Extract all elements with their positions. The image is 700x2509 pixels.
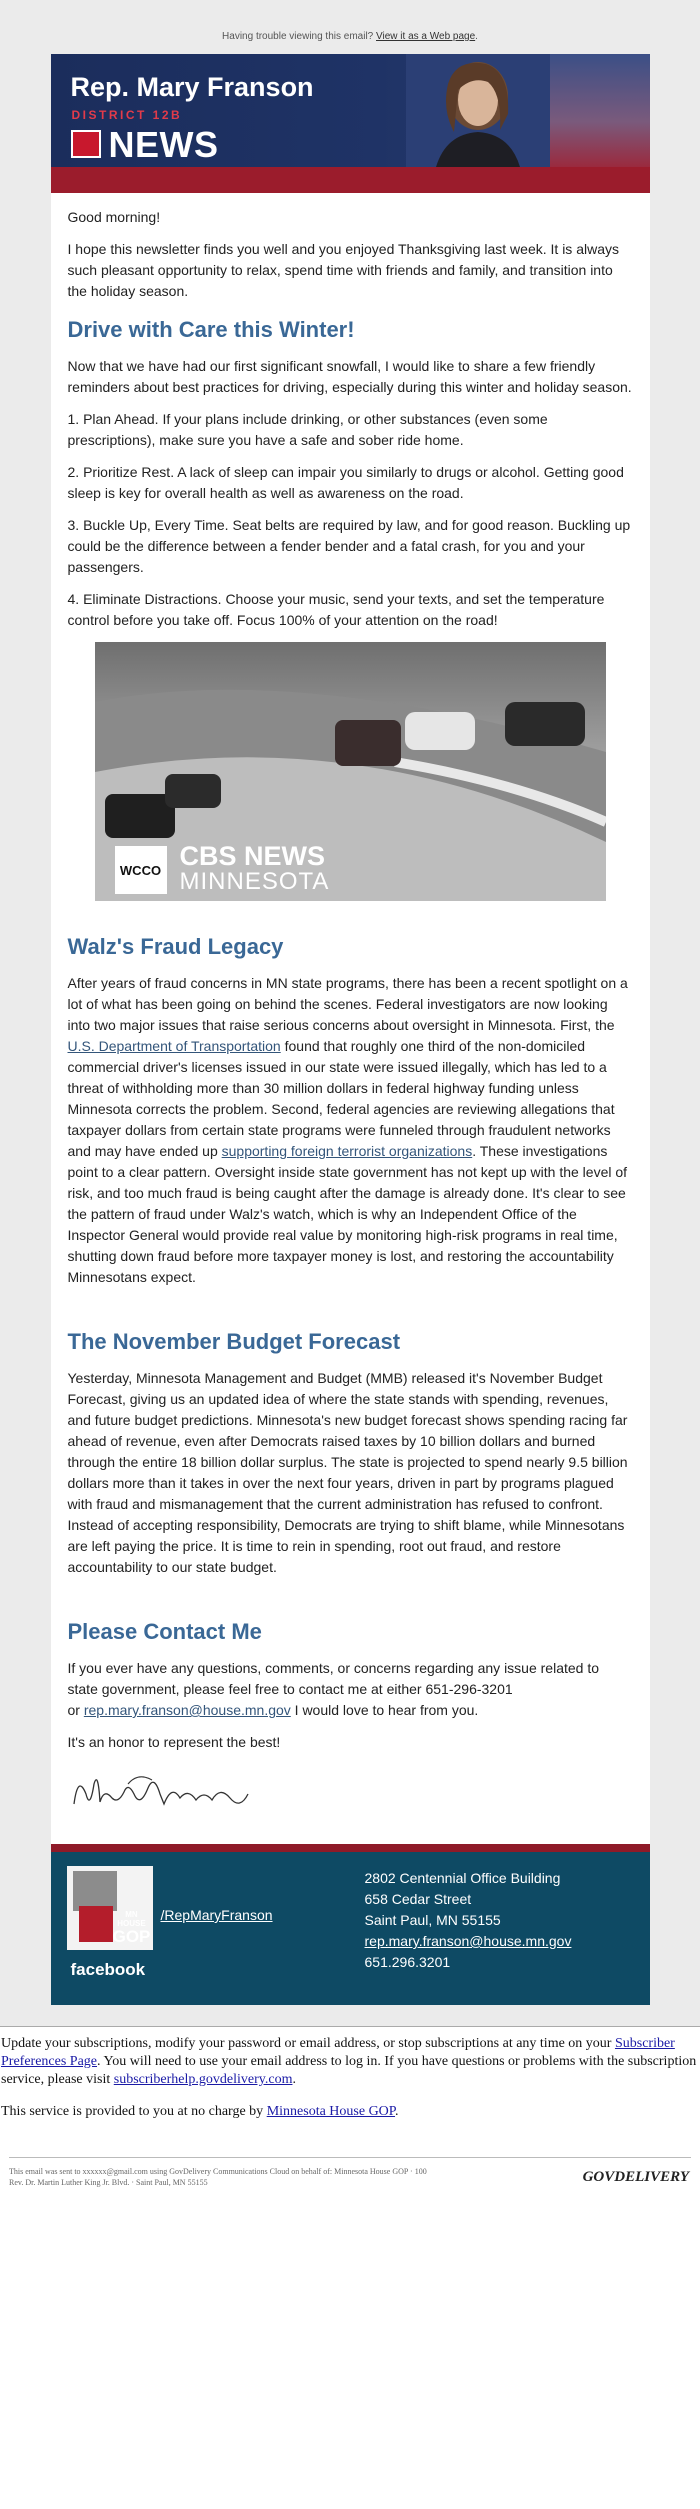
footer-phone: 651.296.3201 (364, 1954, 451, 1970)
address-line: 658 Cedar Street (364, 1891, 472, 1907)
greeting: Good morning! (67, 209, 161, 225)
subscription-notice (0, 2026, 700, 2509)
tip-item: 4. Eliminate Distractions. Choose your music, send your texts, and set the temperature control before you take off. Focus 100% of your attention on the road! (67, 591, 605, 628)
signature-image (68, 1764, 268, 1824)
view-as-web-page-link[interactable]: View it as a Web page (376, 31, 476, 42)
tip-item: 1. Plan Ahead. If your plans include drinking, or other substances (even some prescriptions), make sure you have a safe and sober ride home. (67, 411, 548, 448)
representative-name: Rep. Mary Franson (70, 72, 314, 102)
mn-house-gop-link[interactable]: Minnesota House GOP (266, 2104, 396, 2119)
newsletter-card (51, 54, 650, 2005)
terrorist-organizations-link[interactable]: supporting foreign terrorist organizations (221, 1143, 473, 1159)
winter-lead: Now that we have had our first significant snowfall, I would like to share a few friendly reminders about best practices for driving, especially during this winter and holiday season. (67, 358, 632, 395)
footer-red-stripe (51, 1844, 650, 1852)
contact-email-link[interactable]: rep.mary.franson@house.mn.gov (83, 1702, 291, 1718)
fraud-paragraph: After years of fraud concerns in MN state programs, there has been a recent spotlight on a lot of what has been going on behind the scenes. Federal investigators are now looking into two major issues that raise serious concerns about oversight in Minnesota. First, the U.S. Department of Transportation found that roughly one third of the non-domiciled commercial driver's licenses issued in our state were issued illegally, which has led to a threat of withholding more than 30 million dollars in federal highway funding unless Minnesota corrects the problem. Second, federal agencies are reviewing allegations that taxpayer dollars from certain state programs were funneled through fraudulent networks and may have ended up supporting foreign terrorist organizations. These investigations point to a clear pattern. Oversight inside state government has not kept up with the level of risk, and too much fraud is being caught after the damage is already done. It's clear to see the pattern of fraud under Walz's watch, which is why an Independent Office of the Inspector General would provide real value by monitoring high-risk programs in real time, shutting down fraud before more taxpayer money is lost, and restoring the accountability Minnesotans expect. (67, 975, 628, 1285)
cbs-news-logo: CBS NEWS (179, 841, 326, 871)
tip-item: 2. Prioritize Rest. A lack of sleep can impair you similarly to drugs or alcohol. Getting good sleep is key for overall health as well as awareness on the road. (67, 464, 624, 501)
facebook-handle-link[interactable]: /RepMaryFranson (160, 1907, 273, 1923)
fraud-heading: Walz's Fraud Legacy (67, 934, 284, 959)
office-address (365, 1868, 572, 1973)
logo-top-text: MN HOUSE (117, 1910, 146, 1928)
legal-line: Rev. Dr. Martin Luther King Jr. Blvd. · Saint Paul, MN 55155 (9, 2178, 208, 2187)
representative-photo (406, 54, 550, 167)
mn-house-seal-icon (71, 130, 101, 158)
district-label: DISTRICT 12B (71, 108, 183, 122)
closing-line: It's an honor to represent the best! (67, 1734, 281, 1750)
legal-line: This email was sent to xxxxxx@gmail.com using GovDelivery Communications Cloud on behalf of: Minnesota House GOP · 100 (9, 2167, 427, 2176)
tip-item: 3. Buckle Up, Every Time. Seat belts are required by law, and for good reason. Buckling up could be the difference between a fender bender and a fatal crash, for you and your passengers. (67, 517, 631, 575)
newsletter-body (51, 193, 650, 1844)
footer-contact-block (51, 1852, 650, 2005)
snowy-road-scene (95, 642, 606, 901)
preheader-text: Having trouble viewing this email? (222, 31, 374, 42)
preheader: Having trouble viewing this email? View it as a Web page. (222, 31, 478, 42)
intro-paragraph: I hope this newsletter finds you well and you enjoyed Thanksgiving last week. It is always such pleasant opportunity to relax, spend time with friends and family, and transition into the holiday season. (67, 241, 619, 299)
wcco-logo: WCCO (115, 846, 167, 894)
news-title: NEWS (108, 124, 219, 165)
contact-heading: Please Contact Me (67, 1619, 262, 1644)
winter-driving-video[interactable] (95, 642, 606, 901)
budget-heading: The November Budget Forecast (67, 1329, 401, 1354)
footer-email-link[interactable]: rep.mary.franson@house.mn.gov (364, 1933, 572, 1949)
logo-main-text: GOP (112, 1927, 151, 1946)
winter-heading: Drive with Care this Winter! (67, 317, 355, 342)
facebook-icon[interactable]: facebook (70, 1960, 146, 1979)
service-paragraph: This service is provided to you at no charge by Minnesota House GOP. (1, 2104, 399, 2119)
facebook-handle (161, 1907, 273, 1923)
mn-house-gop-logo (67, 1866, 153, 1950)
usdot-link[interactable]: U.S. Department of Transportation (67, 1038, 281, 1054)
budget-paragraph: Yesterday, Minnesota Management and Budget (MMB) released it's November Budget Forecast, giving us an updated idea of where the state stands with spending, revenues, and future budget predictions. Minnesota's new budget forecast shows spending racing far ahead of revenue, even after Democrats raised taxes by 10 billion dollars and burned through the entire 18 billion dollar surplus. The state is projected to spend nearly 9.5 billion dollars more than it takes in over the next four years, driven in part by programs plagued with fraud and mismanagement that the current administration has refused to confront. Instead of accepting responsibility, Democrats are trying to shift blame, while Minnesotans are left paying the price. It is time to rein in spending, root out fraud, and restore accountability to our state budget. (67, 1370, 628, 1575)
contact-paragraph: If you ever have any questions, comments, or concerns regarding any issue related to state government, please feel free to contact me at either 651-296-3201 or rep.mary.franson@house.mn.gov I would love to hear from you. (67, 1660, 600, 1718)
legal-footer (9, 2157, 691, 2209)
capitol-building-image (534, 54, 650, 167)
cbs-minnesota-label: MINNESOTA (179, 868, 330, 895)
subscriber-help-link[interactable]: subscriberhelp.govdelivery.com (113, 2072, 293, 2087)
banner-red-stripe (51, 167, 650, 193)
address-line: 2802 Centennial Office Building (364, 1870, 561, 1886)
address-line: Saint Paul, MN 55155 (364, 1912, 501, 1928)
govdelivery-logo[interactable]: GOVDELIVERY (582, 2169, 689, 2185)
subscription-paragraph: Update your subscriptions, modify your password or email address, or stop subscriptions at any time on your Subscriber Preferences Page. You will need to use your email address to log in. If you have questions or problems with the subscription service, please visit subscriberhelp.govdelivery.com. (1, 2036, 697, 2087)
header-banner (51, 54, 650, 193)
subscriber-preferences-link[interactable]: Subscriber Preferences Page (1, 2036, 675, 2069)
portrait-graphic (406, 54, 550, 167)
signature (68, 1764, 633, 1824)
